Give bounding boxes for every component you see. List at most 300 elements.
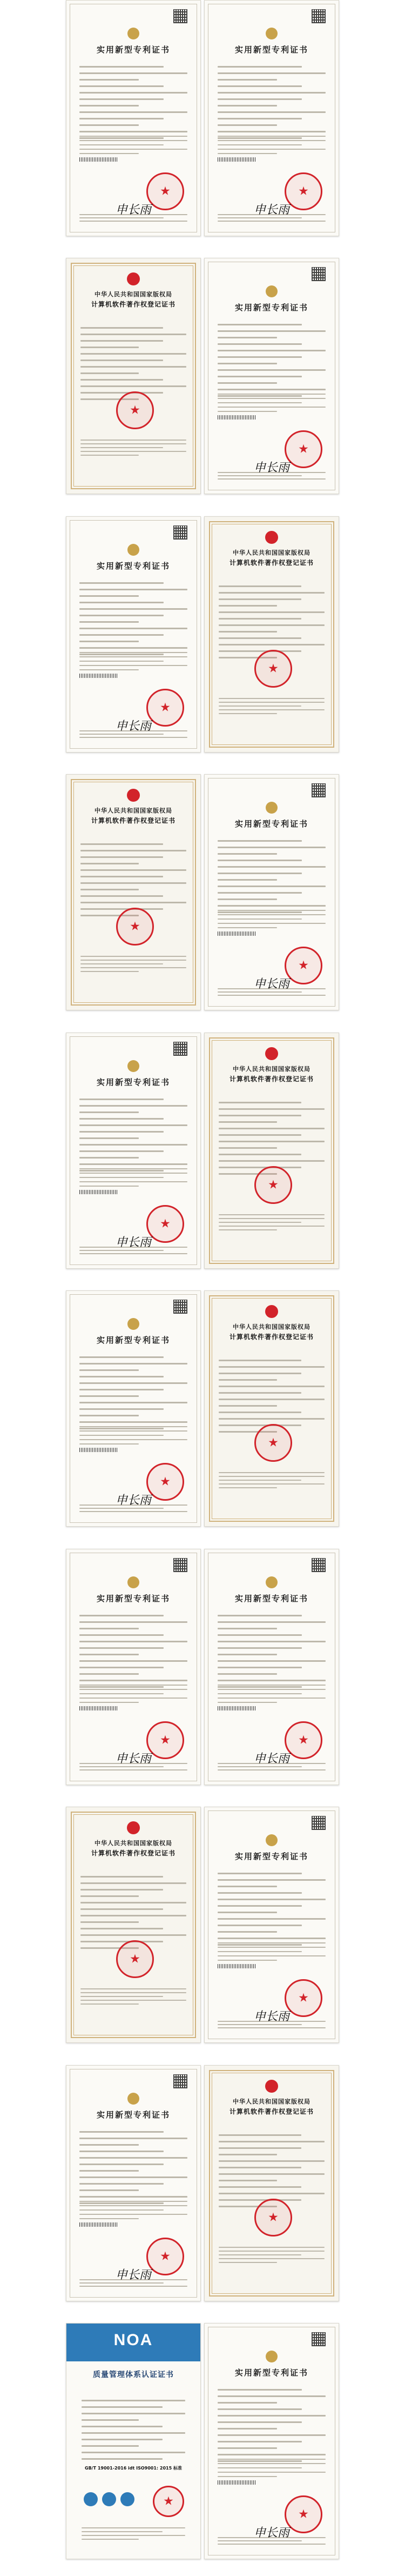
text-line	[80, 1908, 163, 1910]
text-line	[218, 140, 326, 141]
text-line	[218, 1680, 326, 1681]
text-line	[80, 360, 163, 361]
certificate-title: 实用新型专利证书	[234, 303, 308, 312]
text-line	[79, 602, 164, 603]
text-line	[80, 1992, 186, 1993]
patent-certificate[interactable]	[204, 1807, 339, 2043]
official-seal-icon	[146, 689, 184, 727]
text-line	[80, 856, 163, 858]
text-line	[218, 324, 302, 325]
text-line	[218, 1925, 302, 1926]
issuer-title: 中华人民共和国国家版权局	[233, 1066, 310, 1073]
text-line	[219, 1412, 301, 1413]
text-line	[219, 2160, 325, 2162]
certificate-footer	[80, 1986, 186, 2007]
certificate-title: 实用新型专利证书	[234, 819, 308, 829]
text-line	[80, 1934, 186, 1936]
text-line	[79, 1769, 187, 1770]
text-line	[219, 2251, 325, 2252]
text-line	[218, 136, 326, 137]
text-line	[218, 1931, 277, 1933]
text-line	[80, 440, 186, 441]
text-line	[218, 1960, 277, 1961]
text-line	[82, 2406, 163, 2408]
text-line	[219, 2193, 325, 2194]
text-line	[218, 85, 302, 87]
emblem-icon	[127, 2093, 139, 2105]
text-line	[218, 343, 302, 345]
text-line	[218, 144, 302, 145]
text-line	[218, 1899, 326, 1900]
text-line	[219, 2186, 301, 2188]
text-line	[79, 1621, 187, 1623]
text-line	[79, 149, 187, 150]
text-line	[218, 337, 277, 338]
text-line	[80, 902, 186, 903]
text-line	[218, 910, 326, 911]
text-line	[82, 2432, 185, 2434]
certificate-title: 实用新型专利证书	[234, 1594, 308, 1603]
text-line	[219, 2134, 301, 2136]
qr-code-icon	[312, 1816, 326, 1830]
text-line	[218, 1698, 326, 1699]
text-line	[218, 1641, 326, 1642]
text-line	[219, 1218, 325, 1219]
text-line	[79, 2189, 139, 2191]
text-line	[80, 895, 163, 897]
text-line	[79, 1667, 164, 1668]
notice-text	[79, 1677, 187, 1706]
text-line	[79, 1660, 187, 1662]
issuer-title: 中华人民共和国国家版权局	[94, 1840, 172, 1847]
text-line	[80, 2000, 186, 2001]
text-line	[79, 1356, 164, 1358]
text-line	[79, 1118, 164, 1120]
text-line	[80, 889, 139, 890]
text-line	[218, 475, 302, 476]
certificate-title: 实用新型专利证书	[96, 1335, 170, 1345]
text-line	[218, 866, 326, 868]
text-line	[80, 353, 186, 355]
text-line	[79, 1186, 139, 1187]
text-line	[79, 634, 164, 636]
patent-certificate[interactable]	[204, 1549, 339, 1785]
text-line	[79, 85, 164, 87]
text-line	[80, 1876, 163, 1878]
text-line	[79, 734, 164, 735]
text-line	[219, 1480, 301, 1481]
certificate-footer	[219, 1212, 325, 1233]
emblem-icon	[127, 544, 139, 556]
text-line	[79, 2286, 187, 2287]
text-line	[79, 589, 187, 590]
text-line	[219, 1102, 301, 1103]
certificate-title: 质量管理体系认证证书	[93, 2371, 174, 2379]
issuer-title: 中华人民共和国国家版权局	[233, 549, 310, 556]
text-line	[218, 376, 302, 377]
text-line	[218, 1879, 326, 1881]
official-seal-icon	[116, 908, 154, 946]
text-line	[79, 1137, 139, 1139]
text-line	[82, 2445, 139, 2447]
signature: 申长雨	[115, 1494, 152, 1507]
text-line	[218, 2476, 277, 2477]
text-line	[219, 2167, 301, 2168]
patent-certificate[interactable]	[204, 774, 339, 1010]
text-line	[218, 1892, 302, 1894]
text-line	[79, 2218, 139, 2219]
text-line	[79, 1150, 164, 1152]
text-line	[218, 2027, 326, 2028]
text-line	[218, 1647, 302, 1649]
text-line	[218, 221, 326, 222]
text-line	[79, 1168, 187, 1169]
text-line	[218, 873, 302, 874]
official-seal-icon	[254, 1424, 292, 1462]
text-line	[219, 1121, 277, 1123]
text-line	[218, 914, 326, 915]
patent-certificate[interactable]	[204, 2323, 339, 2559]
text-line	[79, 2170, 139, 2172]
barcode-icon	[218, 931, 255, 936]
text-line	[219, 2141, 325, 2142]
signature: 申长雨	[115, 2268, 152, 2282]
text-line	[219, 1425, 301, 1426]
text-line	[218, 1628, 277, 1629]
text-line	[218, 1918, 326, 1920]
text-line	[80, 960, 186, 961]
text-line	[79, 652, 187, 653]
qr-code-icon	[312, 1558, 326, 1572]
notice-text	[218, 1677, 326, 1706]
text-line	[79, 1111, 139, 1113]
text-line	[79, 1402, 187, 1403]
issuer-title: 中华人民共和国国家版权局	[233, 1323, 310, 1330]
text-line	[79, 1395, 139, 1397]
patent-certificate[interactable]	[204, 0, 339, 236]
text-line	[79, 1641, 187, 1642]
text-line	[219, 1405, 277, 1407]
text-line	[218, 66, 302, 68]
emblem-icon	[266, 1834, 278, 1846]
text-line	[79, 140, 187, 141]
qr-code-icon	[173, 525, 187, 540]
national-emblem-icon	[265, 531, 278, 544]
official-seal-icon	[285, 2495, 322, 2533]
official-seal-icon	[254, 650, 292, 688]
emblem-icon	[127, 1318, 139, 1330]
certificate-title: 计算机软件著作权登记证书	[229, 2108, 314, 2115]
barcode-icon	[79, 1448, 117, 1452]
text-line	[80, 1928, 163, 1929]
barcode-icon	[218, 2480, 255, 2485]
text-line	[79, 1508, 164, 1509]
text-line	[218, 847, 326, 848]
text-line	[79, 621, 139, 623]
text-line	[79, 1144, 187, 1146]
text-line	[219, 1167, 301, 1168]
text-line	[219, 1483, 325, 1485]
text-line	[80, 882, 186, 884]
text-line	[218, 886, 326, 887]
text-line	[218, 2467, 302, 2468]
cnas-badge-icon	[84, 2492, 98, 2506]
text-line	[80, 863, 139, 864]
text-line	[80, 451, 186, 452]
signature: 申长雨	[253, 977, 290, 991]
certificate-footer	[80, 437, 186, 458]
copyright-certificate[interactable]	[66, 1807, 201, 2043]
text-line	[219, 1134, 301, 1136]
text-line	[82, 2419, 139, 2421]
text-line	[79, 2183, 164, 2185]
text-line	[219, 2147, 301, 2149]
certificate-title: 计算机软件著作权登记证书	[91, 817, 176, 824]
text-line	[218, 98, 302, 100]
certificate-footer	[219, 695, 325, 717]
barcode-icon	[218, 415, 255, 420]
text-line	[79, 1422, 187, 1423]
text-line	[218, 995, 326, 996]
patent-certificate[interactable]	[66, 516, 201, 753]
signature: 申长雨	[115, 203, 152, 217]
text-line	[82, 2439, 163, 2440]
text-line	[79, 2157, 187, 2159]
text-line	[218, 1689, 326, 1690]
text-line	[80, 443, 186, 444]
text-line	[79, 656, 187, 657]
text-line	[219, 644, 325, 645]
text-line	[218, 79, 277, 81]
notice-text	[218, 2451, 326, 2480]
certificate-title: 实用新型专利证书	[234, 45, 308, 55]
text-line	[219, 605, 277, 607]
text-line	[79, 1173, 187, 1174]
qr-code-icon	[312, 783, 326, 797]
text-line	[218, 1938, 326, 1939]
official-seal-icon	[146, 172, 184, 210]
certificate-footer	[219, 2244, 325, 2266]
text-line	[79, 105, 139, 106]
text-line	[218, 1634, 302, 1636]
certificate-title: 实用新型专利证书	[96, 45, 170, 55]
text-line	[80, 971, 139, 972]
barcode-icon	[79, 2222, 117, 2227]
official-seal-icon	[153, 2486, 184, 2517]
text-line	[218, 402, 302, 403]
text-line	[79, 2209, 164, 2211]
signature: 申长雨	[253, 203, 290, 217]
text-line	[80, 869, 186, 871]
text-line	[218, 92, 326, 94]
patent-certificate[interactable]	[66, 2065, 201, 2301]
text-line	[219, 1229, 277, 1230]
text-line	[218, 840, 302, 842]
text-line	[80, 340, 163, 342]
patent-certificate[interactable]	[66, 1290, 201, 1527]
text-line	[79, 1443, 139, 1445]
notice-text	[79, 2193, 187, 2222]
barcode-icon	[79, 674, 117, 678]
text-line	[79, 2205, 187, 2206]
text-line	[80, 963, 163, 964]
text-line	[218, 927, 277, 928]
issuer-title: 中华人民共和国国家版权局	[233, 2098, 310, 2105]
text-line	[80, 366, 186, 368]
text-line	[218, 350, 326, 351]
text-line	[218, 2421, 302, 2423]
text-line	[219, 1108, 325, 1110]
text-line	[219, 698, 325, 699]
text-line	[79, 1250, 164, 1251]
national-emblem-icon	[265, 1047, 278, 1060]
emblem-icon	[266, 1576, 278, 1588]
text-line	[80, 372, 139, 374]
text-line	[218, 918, 302, 920]
copyright-certificate[interactable]	[204, 1290, 339, 1527]
copyright-certificate[interactable]	[204, 1033, 339, 1269]
emblem-icon	[127, 28, 139, 39]
text-line	[80, 347, 139, 348]
patent-certificate[interactable]	[66, 1549, 201, 1785]
copyright-certificate[interactable]	[66, 258, 201, 494]
official-seal-icon	[146, 2238, 184, 2275]
text-line	[218, 1942, 326, 1943]
text-line	[218, 1660, 326, 1662]
text-line	[80, 1882, 186, 1884]
text-line	[218, 407, 326, 408]
text-line	[79, 2138, 187, 2139]
noa-certificate[interactable]	[66, 2323, 201, 2559]
official-seal-icon	[146, 1205, 184, 1243]
text-line	[219, 637, 301, 639]
notice-text	[79, 128, 187, 157]
text-line	[218, 1912, 277, 1913]
text-line	[79, 582, 164, 584]
text-line	[219, 631, 277, 633]
text-line	[218, 2459, 326, 2460]
emblem-icon	[266, 2351, 278, 2362]
text-line	[79, 1177, 164, 1178]
copyright-certificate[interactable]	[204, 516, 339, 753]
text-line	[80, 843, 163, 845]
text-line	[219, 618, 301, 620]
qr-code-icon	[173, 1558, 187, 1572]
barcode-icon	[79, 1190, 117, 1194]
text-line	[80, 334, 186, 335]
text-line	[219, 1386, 325, 1387]
qr-code-icon	[173, 1300, 187, 1314]
text-line	[218, 131, 326, 132]
notice-text	[218, 902, 326, 931]
patent-certificate[interactable]	[66, 1033, 201, 1269]
text-line	[79, 118, 164, 119]
text-line	[79, 1389, 164, 1390]
barcode-icon	[79, 1706, 117, 1710]
official-seal-icon	[285, 947, 322, 984]
text-line	[79, 608, 187, 610]
text-line	[79, 2164, 164, 2165]
certificate-footer	[82, 2525, 185, 2542]
text-line	[219, 1379, 277, 1381]
copyright-certificate[interactable]	[66, 774, 201, 1010]
text-line	[79, 1426, 187, 1427]
text-line	[79, 1157, 139, 1159]
text-line	[79, 1628, 139, 1629]
text-line	[219, 1487, 277, 1488]
certificate-title: 实用新型专利证书	[96, 561, 170, 571]
text-line	[80, 876, 163, 877]
text-line	[79, 1615, 164, 1616]
text-line	[79, 737, 187, 738]
text-line	[218, 72, 326, 74]
text-line	[218, 1621, 326, 1623]
copyright-certificate[interactable]	[204, 2065, 339, 2301]
text-line	[80, 908, 163, 910]
text-line	[79, 66, 164, 68]
text-line	[82, 2400, 185, 2401]
text-line	[82, 2413, 185, 2414]
text-line	[219, 1373, 301, 1374]
text-line	[219, 611, 325, 613]
text-line	[219, 1147, 277, 1149]
text-line	[79, 2201, 187, 2202]
text-line	[80, 956, 186, 957]
text-line	[79, 1382, 187, 1384]
patent-certificate[interactable]	[66, 0, 201, 236]
text-line	[219, 2262, 277, 2263]
text-line	[79, 1766, 164, 1767]
text-line	[79, 595, 139, 597]
text-line	[80, 1895, 139, 1897]
barcode-icon	[218, 1706, 255, 1710]
accreditation-badges	[84, 2492, 134, 2506]
text-line	[79, 2214, 187, 2215]
national-emblem-icon	[265, 2080, 278, 2093]
text-line	[219, 1154, 301, 1155]
text-line	[218, 1673, 277, 1675]
certificate-body	[82, 2395, 185, 2465]
text-line	[218, 2544, 326, 2545]
patent-certificate[interactable]	[204, 258, 339, 494]
text-line	[218, 1766, 302, 1767]
standard-text: GB/T 19001-2016 idt ISO9001: 2015 标准	[85, 2466, 182, 2471]
text-line	[79, 1689, 187, 1690]
text-line	[79, 661, 164, 662]
text-line	[218, 1702, 277, 1703]
text-line	[79, 92, 187, 94]
text-line	[218, 124, 277, 126]
text-line	[219, 2199, 301, 2201]
issuer-title: 中华人民共和国国家版权局	[94, 291, 172, 298]
text-line	[218, 363, 277, 364]
national-emblem-icon	[127, 272, 140, 285]
text-line	[79, 1131, 164, 1133]
text-line	[218, 389, 326, 390]
text-line	[80, 1902, 186, 1903]
certificate-footer	[219, 1469, 325, 1491]
text-line	[218, 1667, 302, 1668]
text-line	[79, 1099, 164, 1100]
text-line	[79, 2196, 187, 2198]
text-line	[218, 1955, 326, 1956]
text-line	[218, 1769, 326, 1770]
text-line	[79, 153, 139, 154]
text-line	[79, 1435, 164, 1436]
text-line	[218, 2415, 326, 2417]
text-line	[79, 1693, 164, 1694]
text-line	[80, 327, 163, 329]
